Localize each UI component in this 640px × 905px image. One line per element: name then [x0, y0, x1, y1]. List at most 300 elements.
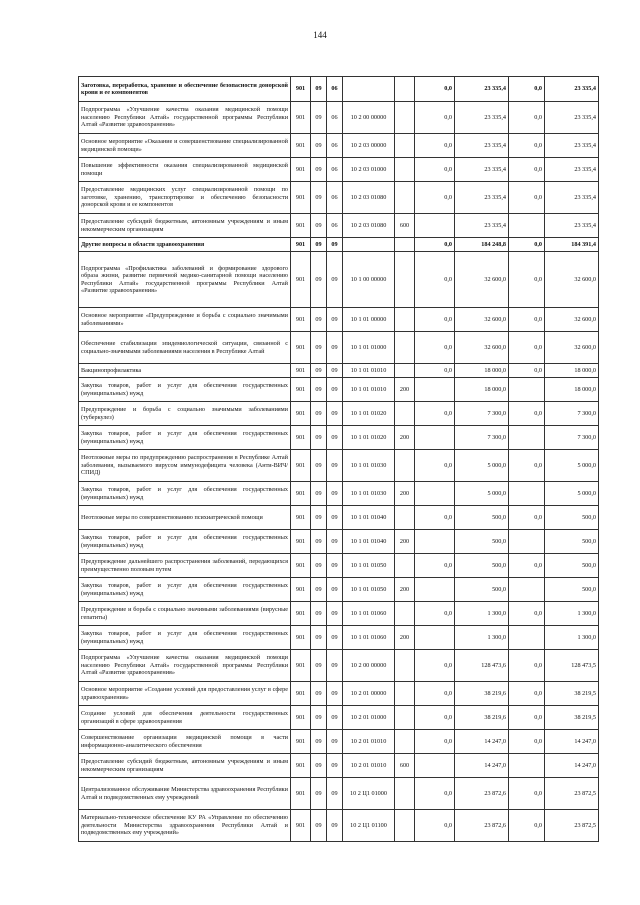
row-value-4: 23 872,5: [545, 810, 599, 842]
row-expense-type: [395, 778, 415, 810]
page-number: 144: [313, 30, 327, 40]
row-value-2: 1 300,0: [455, 626, 509, 650]
row-grbs: 901: [291, 77, 311, 102]
row-value-2: 23 335,4: [455, 77, 509, 102]
table-row: [79, 706, 599, 730]
row-value-3: [509, 626, 545, 650]
row-expense-type: [395, 730, 415, 754]
row-target-article: 10 2 01 01010: [343, 730, 395, 754]
table-row: [79, 332, 599, 364]
row-subsection: 09: [327, 602, 343, 626]
row-subsection: 09: [327, 754, 343, 778]
row-subsection: 09: [327, 626, 343, 650]
row-subsection: 09: [327, 482, 343, 506]
row-value-1: 0,0: [415, 730, 455, 754]
row-expense-type: 200: [395, 578, 415, 602]
row-value-4: 32 600,0: [545, 332, 599, 364]
row-section: 09: [311, 650, 327, 682]
row-subsection: 09: [327, 252, 343, 308]
row-section: 09: [311, 626, 327, 650]
row-value-2: 14 247,0: [455, 730, 509, 754]
table-row: [79, 364, 599, 378]
row-value-1: 0,0: [415, 554, 455, 578]
row-value-4: 23 335,4: [545, 214, 599, 238]
row-subsection: 06: [327, 158, 343, 182]
row-subsection: 09: [327, 506, 343, 530]
row-value-1: [415, 378, 455, 402]
row-name: Предупреждение и борьба с социально значимыми заболеваниями (вирусные гепатиты): [79, 602, 291, 626]
row-grbs: 901: [291, 426, 311, 450]
row-grbs: 901: [291, 530, 311, 554]
row-value-4: 500,0: [545, 530, 599, 554]
row-expense-type: [395, 650, 415, 682]
row-value-3: 0,0: [509, 650, 545, 682]
row-grbs: 901: [291, 402, 311, 426]
row-section: 09: [311, 730, 327, 754]
row-name: Закупка товаров, работ и услуг для обеспечения государственных (муниципальных) нужд: [79, 378, 291, 402]
row-value-4: 18 000,0: [545, 378, 599, 402]
row-value-3: 0,0: [509, 102, 545, 134]
row-grbs: 901: [291, 102, 311, 134]
row-name: Совершенствование организации медицинской помощи в части информационно-аналитического обеспечения: [79, 730, 291, 754]
row-target-article: 10 2 01 00000: [343, 682, 395, 706]
row-value-4: 23 335,4: [545, 134, 599, 158]
row-grbs: 901: [291, 482, 311, 506]
row-value-1: 0,0: [415, 308, 455, 332]
table-row: [79, 158, 599, 182]
row-target-article: 10 1 01 01040: [343, 506, 395, 530]
row-value-2: 500,0: [455, 554, 509, 578]
row-value-1: 0,0: [415, 332, 455, 364]
row-expense-type: [395, 252, 415, 308]
row-subsection: 09: [327, 308, 343, 332]
row-grbs: 901: [291, 730, 311, 754]
row-value-2: 18 000,0: [455, 364, 509, 378]
row-value-1: [415, 754, 455, 778]
row-value-3: 0,0: [509, 308, 545, 332]
row-expense-type: 200: [395, 378, 415, 402]
row-value-4: 23 872,5: [545, 778, 599, 810]
row-value-3: 0,0: [509, 158, 545, 182]
row-subsection: 09: [327, 426, 343, 450]
row-value-3: 0,0: [509, 332, 545, 364]
row-value-3: 0,0: [509, 810, 545, 842]
table-row: [79, 778, 599, 810]
row-name: Неотложные меры по совершенствованию психиатрической помощи: [79, 506, 291, 530]
row-target-article: 10 2 03 00000: [343, 134, 395, 158]
row-value-3: [509, 214, 545, 238]
row-value-3: 0,0: [509, 134, 545, 158]
row-value-3: 0,0: [509, 778, 545, 810]
row-subsection: 09: [327, 402, 343, 426]
row-section: 09: [311, 332, 327, 364]
row-value-2: 18 000,0: [455, 378, 509, 402]
row-value-2: 23 335,4: [455, 182, 509, 214]
row-section: 09: [311, 682, 327, 706]
row-expense-type: [395, 602, 415, 626]
row-expense-type: [395, 332, 415, 364]
row-value-1: 0,0: [415, 602, 455, 626]
row-name: Создание условий для обеспечения деятельности государственных организаций в сфере здравоохранения: [79, 706, 291, 730]
row-target-article: 10 1 01 01040: [343, 530, 395, 554]
row-expense-type: [395, 102, 415, 134]
row-value-2: 23 872,6: [455, 778, 509, 810]
row-grbs: 901: [291, 238, 311, 252]
row-grbs: 901: [291, 158, 311, 182]
row-section: 09: [311, 214, 327, 238]
row-value-4: 38 219,5: [545, 682, 599, 706]
row-grbs: 901: [291, 134, 311, 158]
row-expense-type: [395, 450, 415, 482]
row-value-3: [509, 754, 545, 778]
row-grbs: 901: [291, 778, 311, 810]
row-expense-type: 200: [395, 426, 415, 450]
row-name: Основное мероприятие «Предупреждение и борьба с социально значимыми заболеваниями»: [79, 308, 291, 332]
row-value-1: 0,0: [415, 402, 455, 426]
row-subsection: 09: [327, 530, 343, 554]
row-value-2: 23 335,4: [455, 134, 509, 158]
row-section: 09: [311, 578, 327, 602]
row-name: Вакцинопрофилактика: [79, 364, 291, 378]
row-section: 09: [311, 530, 327, 554]
table-row: [79, 134, 599, 158]
row-target-article: 10 2 Ц1 01000: [343, 778, 395, 810]
row-value-2: 7 300,0: [455, 402, 509, 426]
row-section: 09: [311, 810, 327, 842]
row-value-3: 0,0: [509, 364, 545, 378]
row-value-1: 0,0: [415, 506, 455, 530]
table-row: [79, 308, 599, 332]
row-section: 09: [311, 134, 327, 158]
row-value-4: 32 600,0: [545, 308, 599, 332]
row-target-article: 10 1 01 01060: [343, 602, 395, 626]
row-value-4: 14 247,0: [545, 754, 599, 778]
row-grbs: 901: [291, 182, 311, 214]
row-value-1: [415, 530, 455, 554]
row-grbs: 901: [291, 554, 311, 578]
row-value-3: 0,0: [509, 682, 545, 706]
row-target-article: 10 2 03 01000: [343, 158, 395, 182]
row-section: 09: [311, 506, 327, 530]
row-expense-type: 200: [395, 626, 415, 650]
table-row: [79, 450, 599, 482]
row-value-2: 32 600,0: [455, 332, 509, 364]
row-value-3: [509, 426, 545, 450]
row-expense-type: [395, 810, 415, 842]
row-target-article: 10 1 01 01020: [343, 426, 395, 450]
row-grbs: 901: [291, 214, 311, 238]
row-grbs: 901: [291, 754, 311, 778]
row-section: 09: [311, 426, 327, 450]
row-value-1: [415, 626, 455, 650]
row-section: 09: [311, 450, 327, 482]
row-value-4: 184 391,4: [545, 238, 599, 252]
row-value-1: 0,0: [415, 134, 455, 158]
table-row: [79, 682, 599, 706]
row-value-1: [415, 214, 455, 238]
row-grbs: 901: [291, 810, 311, 842]
row-name: Закупка товаров, работ и услуг для обеспечения государственных (муниципальных) нужд: [79, 530, 291, 554]
row-target-article: 10 2 00 00000: [343, 102, 395, 134]
table-row: [79, 102, 599, 134]
row-value-2: 5 000,0: [455, 482, 509, 506]
row-value-4: 14 247,0: [545, 730, 599, 754]
row-value-2: 32 600,0: [455, 252, 509, 308]
table-row: [79, 378, 599, 402]
row-section: 09: [311, 308, 327, 332]
row-value-3: 0,0: [509, 238, 545, 252]
row-target-article: 10 2 Ц1 01100: [343, 810, 395, 842]
table-row: [79, 238, 599, 252]
row-subsection: 09: [327, 332, 343, 364]
row-name: Предоставление медицинских услуг специализированной помощи по заготовке, хранению, транспортировке и обеспечению безопасности донорской крови и ее компонентов: [79, 182, 291, 214]
row-name: Подпрограмма «Профилактика заболеваний и формирование здорового образа жизни, развитие первичной медико-санитарной помощи населению Республики Алтай» государственной программы Республики Алтай «Развитие здравоохранения»: [79, 252, 291, 308]
row-section: 09: [311, 602, 327, 626]
row-section: 09: [311, 402, 327, 426]
row-value-3: 0,0: [509, 730, 545, 754]
table-row: [79, 214, 599, 238]
row-value-2: 23 335,4: [455, 102, 509, 134]
row-value-4: 7 300,0: [545, 426, 599, 450]
row-subsection: 09: [327, 364, 343, 378]
row-value-1: [415, 482, 455, 506]
row-name: Подпрограмма «Улучшение качества оказания медицинской помощи населению Республики Алтай» государственной программы Республики Алтай «Развитие здравоохранения»: [79, 102, 291, 134]
row-expense-type: [395, 364, 415, 378]
row-value-3: 0,0: [509, 402, 545, 426]
row-value-2: 500,0: [455, 578, 509, 602]
row-target-article: 10 2 00 00000: [343, 650, 395, 682]
row-value-3: [509, 530, 545, 554]
row-value-4: 32 600,0: [545, 252, 599, 308]
row-grbs: 901: [291, 682, 311, 706]
row-target-article: 10 1 01 01000: [343, 332, 395, 364]
row-name: Закупка товаров, работ и услуг для обеспечения государственных (муниципальных) нужд: [79, 626, 291, 650]
row-value-2: 500,0: [455, 530, 509, 554]
row-expense-type: [395, 402, 415, 426]
row-name: Другие вопросы в области здравоохранения: [79, 238, 291, 252]
table-row: [79, 182, 599, 214]
row-value-1: 0,0: [415, 682, 455, 706]
table-row: [79, 602, 599, 626]
row-name: Предупреждение дальнейшего распространения заболеваний, передающихся преимущественно половым путем: [79, 554, 291, 578]
row-grbs: 901: [291, 706, 311, 730]
row-expense-type: [395, 706, 415, 730]
row-grbs: 901: [291, 626, 311, 650]
table-row: [79, 754, 599, 778]
row-target-article: 10 1 01 01030: [343, 450, 395, 482]
row-expense-type: [395, 554, 415, 578]
row-section: 09: [311, 364, 327, 378]
row-value-4: 128 473,5: [545, 650, 599, 682]
row-value-4: 5 000,0: [545, 482, 599, 506]
row-target-article: 10 2 01 01000: [343, 706, 395, 730]
table-row: [79, 650, 599, 682]
row-section: 09: [311, 778, 327, 810]
row-expense-type: 600: [395, 214, 415, 238]
row-value-4: 1 300,0: [545, 602, 599, 626]
table-row: [79, 402, 599, 426]
row-value-4: 500,0: [545, 506, 599, 530]
row-value-1: 0,0: [415, 650, 455, 682]
row-value-3: 0,0: [509, 706, 545, 730]
row-name: Предупреждение и борьба с социально значимыми заболеваниями (туберкулез): [79, 402, 291, 426]
row-value-3: 0,0: [509, 252, 545, 308]
table-row: [79, 482, 599, 506]
row-value-1: 0,0: [415, 778, 455, 810]
row-value-2: 38 219,6: [455, 706, 509, 730]
row-value-1: 0,0: [415, 182, 455, 214]
row-value-2: 184 248,8: [455, 238, 509, 252]
table-row: [79, 810, 599, 842]
row-target-article: 10 1 01 01050: [343, 578, 395, 602]
row-value-1: 0,0: [415, 364, 455, 378]
row-value-4: 7 300,0: [545, 402, 599, 426]
row-value-3: 0,0: [509, 77, 545, 102]
row-subsection: 09: [327, 554, 343, 578]
row-target-article: 10 1 01 01010: [343, 378, 395, 402]
row-value-3: 0,0: [509, 506, 545, 530]
row-subsection: 09: [327, 238, 343, 252]
row-section: 09: [311, 554, 327, 578]
row-section: 09: [311, 706, 327, 730]
row-expense-type: [395, 506, 415, 530]
row-grbs: 901: [291, 506, 311, 530]
row-expense-type: [395, 134, 415, 158]
row-name: Заготовка, переработка, хранение и обеспечение безопасности донорской крови и ее компонентов: [79, 77, 291, 102]
row-subsection: 09: [327, 650, 343, 682]
row-grbs: 901: [291, 650, 311, 682]
row-value-4: 500,0: [545, 578, 599, 602]
row-section: 09: [311, 182, 327, 214]
table-row: [79, 77, 599, 102]
row-name: Повышение эффективности оказания специализированной медицинской помощи: [79, 158, 291, 182]
row-value-2: 14 247,0: [455, 754, 509, 778]
row-value-4: 23 335,4: [545, 77, 599, 102]
row-target-article: 10 2 03 01080: [343, 182, 395, 214]
row-expense-type: 200: [395, 530, 415, 554]
row-name: Закупка товаров, работ и услуг для обеспечения государственных (муниципальных) нужд: [79, 426, 291, 450]
row-name: Основное мероприятие «Оказание и совершенствование специализированной медицинской помощи»: [79, 134, 291, 158]
table-row: [79, 252, 599, 308]
table-row: [79, 626, 599, 650]
row-expense-type: [395, 77, 415, 102]
table-row: [79, 554, 599, 578]
row-value-1: 0,0: [415, 102, 455, 134]
row-name: Централизованное обслуживание Министерства здравоохранения Республики Алтай и подведомственных ему учреждений: [79, 778, 291, 810]
row-value-4: 23 335,4: [545, 158, 599, 182]
row-value-3: [509, 578, 545, 602]
row-target-article: [343, 238, 395, 252]
row-value-4: 23 335,4: [545, 182, 599, 214]
row-name: Обеспечение стабилизации эпидемиологической ситуации, связанной с социально-значимыми заболеваниями населения в Республике Алтай: [79, 332, 291, 364]
row-subsection: 06: [327, 182, 343, 214]
row-section: 09: [311, 754, 327, 778]
row-value-3: [509, 378, 545, 402]
row-value-3: 0,0: [509, 602, 545, 626]
row-value-2: 23 335,4: [455, 158, 509, 182]
row-target-article: 10 1 00 00000: [343, 252, 395, 308]
row-value-1: 0,0: [415, 706, 455, 730]
row-section: 09: [311, 378, 327, 402]
row-target-article: 10 2 03 01080: [343, 214, 395, 238]
table-row: [79, 506, 599, 530]
row-subsection: 09: [327, 450, 343, 482]
row-value-3: 0,0: [509, 450, 545, 482]
row-value-1: [415, 426, 455, 450]
row-subsection: 09: [327, 810, 343, 842]
row-grbs: 901: [291, 364, 311, 378]
row-grbs: 901: [291, 308, 311, 332]
row-target-article: [343, 77, 395, 102]
row-subsection: 09: [327, 378, 343, 402]
row-value-1: 0,0: [415, 450, 455, 482]
row-value-2: 32 600,0: [455, 308, 509, 332]
row-value-2: 128 473,6: [455, 650, 509, 682]
row-name: Подпрограмма «Улучшение качества оказания медицинской помощи населению Республики Алтай» государственной программы Республики Алтай «Развитие здравоохранения»: [79, 650, 291, 682]
row-value-1: [415, 578, 455, 602]
row-section: 09: [311, 158, 327, 182]
row-value-1: 0,0: [415, 810, 455, 842]
row-target-article: 10 2 01 01010: [343, 754, 395, 778]
row-subsection: 09: [327, 778, 343, 810]
row-value-4: 500,0: [545, 554, 599, 578]
row-value-2: 500,0: [455, 506, 509, 530]
row-grbs: 901: [291, 332, 311, 364]
table-row: [79, 578, 599, 602]
row-expense-type: [395, 182, 415, 214]
row-value-2: 5 000,0: [455, 450, 509, 482]
row-value-3: 0,0: [509, 182, 545, 214]
row-name: Предоставление субсидий бюджетным, автономным учреждениям и иным некоммерческим организациям: [79, 214, 291, 238]
row-value-2: 38 219,6: [455, 682, 509, 706]
row-name: Закупка товаров, работ и услуг для обеспечения государственных (муниципальных) нужд: [79, 578, 291, 602]
row-name: Материально-техническое обеспечение КУ РА «Управление по обеспечению деятельности Министерства здравоохранения Республики Алтай и подведомственных ему учреждений»: [79, 810, 291, 842]
row-target-article: 10 1 01 01060: [343, 626, 395, 650]
row-expense-type: [395, 158, 415, 182]
row-value-2: 23 872,6: [455, 810, 509, 842]
row-name: Закупка товаров, работ и услуг для обеспечения государственных (муниципальных) нужд: [79, 482, 291, 506]
row-subsection: 09: [327, 682, 343, 706]
row-grbs: 901: [291, 378, 311, 402]
row-name: Неотложные меры по предупреждению распространения в Республике Алтай заболевания, вызываемого вирусом иммунодефицита человека (Анти-ВИЧ/СПИД): [79, 450, 291, 482]
row-grbs: 901: [291, 578, 311, 602]
row-value-1: 0,0: [415, 238, 455, 252]
row-subsection: 06: [327, 214, 343, 238]
row-value-2: 23 335,4: [455, 214, 509, 238]
row-value-4: 18 000,0: [545, 364, 599, 378]
row-value-4: 38 219,5: [545, 706, 599, 730]
row-value-4: 23 335,4: [545, 102, 599, 134]
row-value-2: 1 300,0: [455, 602, 509, 626]
row-subsection: 09: [327, 578, 343, 602]
row-target-article: 10 1 01 00000: [343, 308, 395, 332]
row-expense-type: 200: [395, 482, 415, 506]
row-value-1: 0,0: [415, 77, 455, 102]
row-section: 09: [311, 482, 327, 506]
row-value-3: 0,0: [509, 554, 545, 578]
row-name: Основное мероприятие «Создание условий для предоставления услуг в сфере здравоохранения»: [79, 682, 291, 706]
row-section: 09: [311, 77, 327, 102]
row-value-4: 1 300,0: [545, 626, 599, 650]
row-value-2: 7 300,0: [455, 426, 509, 450]
row-subsection: 09: [327, 730, 343, 754]
row-section: 09: [311, 102, 327, 134]
table-row: [79, 530, 599, 554]
budget-table: [78, 76, 599, 842]
row-value-1: 0,0: [415, 158, 455, 182]
row-target-article: 10 1 01 01030: [343, 482, 395, 506]
row-value-3: [509, 482, 545, 506]
